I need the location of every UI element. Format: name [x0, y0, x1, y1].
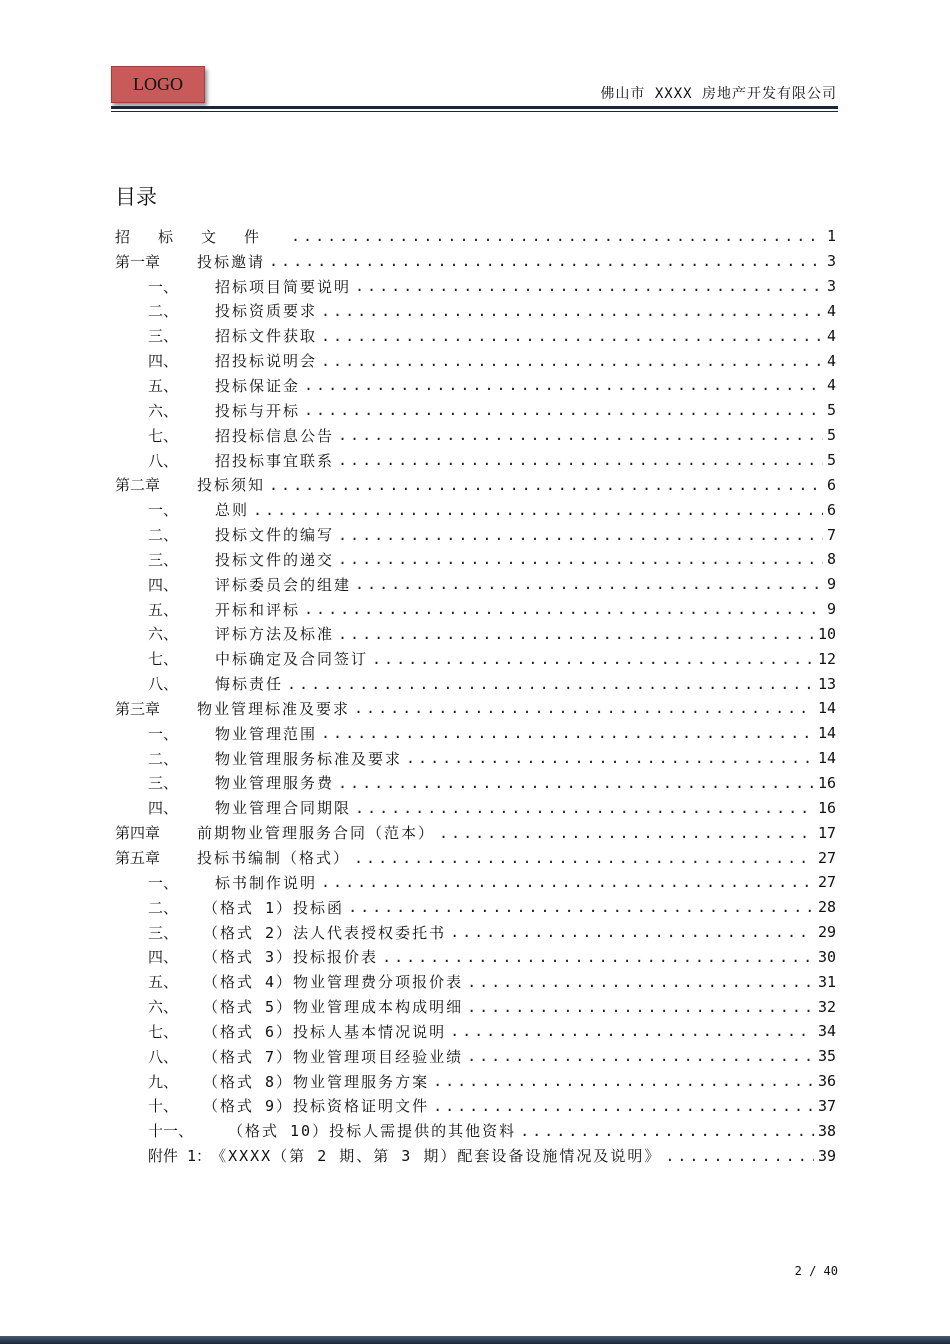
toc-entry-number: 六、 [148, 998, 179, 1017]
toc-entry-title: 招标项目简要说明 [215, 277, 352, 296]
logo: LOGO [111, 66, 205, 103]
toc-entry-title: （格式 7）物业管理项目经验业绩 [203, 1047, 464, 1066]
toc-entry-number: 四、 [148, 799, 179, 818]
toc-leader-dots [304, 401, 823, 419]
toc-entry-title: （格式 5）物业管理成本构成明细 [203, 998, 464, 1017]
toc-entry[interactable] [115, 224, 836, 249]
toc-entry[interactable] [115, 472, 836, 497]
toc-entry-page: 14 [817, 749, 836, 768]
toc-entry-page: 5 [826, 401, 836, 420]
toc-entry-page: 13 [817, 674, 836, 693]
toc-entry[interactable] [115, 448, 836, 473]
toc-entry[interactable] [115, 696, 836, 721]
toc-entry-page: 27 [817, 848, 836, 867]
toc-leader-dots [338, 550, 823, 568]
toc-entry[interactable] [115, 646, 836, 671]
toc-entry-number: 六、 [148, 401, 179, 420]
toc-entry[interactable] [115, 597, 836, 622]
toc-entry-number: 二、 [148, 898, 179, 917]
toc-entry-title: （格式 6）投标人基本情况说明 [203, 1022, 447, 1041]
toc-entry[interactable] [115, 622, 836, 647]
toc-entry-number: 六、 [148, 625, 179, 644]
toc-leader-dots [287, 675, 814, 693]
toc-entry-page: 10 [817, 624, 836, 643]
toc-leader-dots [450, 1022, 814, 1040]
toc-entry-number: 第五章 [115, 849, 161, 868]
toc-entry[interactable] [115, 1069, 836, 1094]
toc-entry-title: 前期物业管理服务合同（范本） [197, 824, 436, 843]
toc-entry-number: 三、 [148, 774, 179, 793]
toc-entry-number: 八、 [148, 675, 179, 694]
toc-entry-title: 投标保证金 [215, 376, 301, 395]
toc-entry[interactable] [115, 249, 836, 274]
toc-entry[interactable] [115, 746, 836, 771]
toc-entry-page: 7 [826, 525, 836, 544]
toc-entry-title: 评标委员会的组建 [215, 575, 352, 594]
toc-entry-number: 二、 [148, 526, 179, 545]
toc-leader-dots [520, 1122, 814, 1140]
toc-entry-page: 5 [826, 451, 836, 470]
toc-leader-dots [321, 724, 814, 742]
toc-leader-dots [304, 600, 823, 618]
toc-entry-number: 十一、 [148, 1122, 194, 1141]
toc-entry-number: 二、 [148, 749, 179, 768]
toc-entry-page: 8 [826, 550, 836, 569]
toc-leader-dots [355, 799, 814, 817]
toc-leader-dots [450, 923, 814, 941]
toc-entry-page: 9 [826, 575, 836, 594]
toc-entry-page: 36 [817, 1072, 836, 1091]
toc-leader-dots [382, 948, 814, 966]
toc-entry-title: 物业管理范围 [215, 724, 318, 743]
toc-entry-page: 38 [817, 1121, 836, 1140]
toc-leader-dots [253, 501, 823, 519]
toc-entry[interactable] [115, 920, 836, 945]
toc-entry-page: 4 [826, 326, 836, 345]
toc-entry-title: 招标文件获取 [215, 327, 318, 346]
toc-entry-page: 6 [826, 500, 836, 519]
toc-entry-number: 一、 [148, 501, 179, 520]
toc-entry-number: 七、 [148, 1022, 179, 1041]
toc-leader-dots [338, 526, 823, 544]
toc-entry-page: 27 [817, 873, 836, 892]
header-rule [111, 106, 838, 109]
toc-entry-number: 附件 1： [148, 1147, 212, 1166]
toc-entry[interactable] [115, 547, 836, 572]
toc-entry-title: 总则 [215, 501, 250, 520]
toc-entry-title: 中标确定及合同签订 [215, 650, 369, 669]
toc-entry-title: （格式 10）投标人需提供的其他资料 [228, 1122, 517, 1141]
table-of-contents [115, 224, 836, 1168]
toc-entry-number: 四、 [148, 575, 179, 594]
toc-entry-number: 一、 [148, 873, 179, 892]
toc-entry[interactable] [115, 994, 836, 1019]
toc-entry-number: 第一章 [115, 252, 161, 271]
toc-entry[interactable] [115, 820, 836, 845]
toc-entry[interactable] [115, 348, 836, 373]
toc-entry-title: 投标须知 [197, 476, 266, 495]
toc-entry[interactable] [115, 274, 836, 299]
toc-entry-title: 投标书编制（格式） [197, 849, 351, 868]
toc-entry-page: 14 [817, 724, 836, 743]
toc-entry-number: 五、 [148, 376, 179, 395]
toc-entry-title: 物业管理服务费 [215, 774, 335, 793]
toc-entry[interactable] [115, 870, 836, 895]
toc-leader-dots [321, 302, 823, 320]
toc-entry-number: 五、 [148, 973, 179, 992]
toc-entry[interactable] [115, 423, 836, 448]
toc-entry[interactable] [115, 398, 836, 423]
toc-leader-dots [467, 998, 814, 1016]
toc-entry-title: 投标文件的编写 [215, 526, 335, 545]
toc-entry[interactable] [115, 1118, 836, 1143]
toc-entry-title: 物业管理服务标准及要求 [215, 749, 403, 768]
toc-entry-page: 29 [817, 923, 836, 942]
toc-leader-dots [338, 774, 814, 792]
toc-title: 目录 [115, 185, 157, 209]
toc-entry-title: 招投标信息公告 [215, 426, 335, 445]
toc-entry-number: 三、 [148, 923, 179, 942]
toc-leader-dots [354, 849, 814, 867]
toc-leader-dots [433, 1072, 814, 1090]
toc-entry-number: 第四章 [115, 824, 161, 843]
toc-entry-number: 七、 [148, 426, 179, 445]
toc-leader-dots [269, 476, 823, 494]
toc-entry-title: （格式 3）投标报价表 [203, 948, 379, 967]
toc-entry-page: 4 [826, 301, 836, 320]
toc-entry-page: 30 [817, 947, 836, 966]
page-indicator: 2 / 40 [794, 1264, 838, 1278]
toc-entry-page: 5 [826, 426, 836, 445]
toc-entry-number: 第三章 [115, 699, 161, 718]
toc-leader-dots [467, 1047, 814, 1065]
toc-leader-dots [338, 625, 814, 643]
toc-entry-title: （格式 1）投标函 [203, 898, 345, 917]
toc-entry-number: 九、 [148, 1072, 179, 1091]
toc-entry-title: 标书制作说明 [215, 873, 318, 892]
toc-leader-dots [354, 699, 814, 717]
toc-leader-dots [467, 973, 814, 991]
toc-entry-title: 投标邀请 [197, 252, 266, 271]
toc-entry[interactable] [115, 671, 836, 696]
toc-entry-title: 物业管理标准及要求 [197, 699, 351, 718]
toc-leader-dots [269, 252, 823, 270]
company-name: 佛山市 XXXX 房地产开发有限公司 [600, 86, 837, 102]
toc-entry-page: 6 [826, 475, 836, 494]
toc-entry-number: 第二章 [115, 476, 161, 495]
toc-entry-page: 28 [817, 898, 836, 917]
toc-entry-number: 三、 [148, 327, 179, 346]
toc-leader-dots [433, 1097, 814, 1115]
toc-entry-page: 37 [817, 1096, 836, 1115]
toc-entry-page: 31 [817, 972, 836, 991]
toc-entry[interactable] [115, 1143, 836, 1168]
toc-entry-title: （格式 2）法人代表授权委托书 [203, 923, 447, 942]
toc-entry-title: 评标方法及标准 [215, 625, 335, 644]
toc-entry-number: 五、 [148, 600, 179, 619]
toc-entry-number: 一、 [148, 277, 179, 296]
toc-entry-title: 招投标说明会 [215, 352, 318, 371]
toc-entry-page: 17 [817, 823, 836, 842]
toc-entry[interactable] [115, 299, 836, 324]
toc-leader-dots [406, 749, 814, 767]
toc-entry-title: 招投标事宜联系 [215, 451, 335, 470]
toc-entry[interactable] [115, 895, 836, 920]
toc-entry-title: （格式 8）物业管理服务方案 [203, 1072, 430, 1091]
toc-entry-number: 四、 [148, 948, 179, 967]
toc-entry[interactable] [115, 1094, 836, 1119]
toc-entry-page: 34 [817, 1022, 836, 1041]
toc-entry-page: 16 [817, 773, 836, 792]
footer-rule [0, 1336, 950, 1344]
toc-entry[interactable] [115, 572, 836, 597]
toc-entry-number: 一、 [148, 724, 179, 743]
toc-entry[interactable] [115, 969, 836, 994]
toc-entry-page: 39 [817, 1146, 836, 1165]
toc-entry-number: 二、 [148, 302, 179, 321]
toc-entry-page: 3 [826, 252, 836, 271]
toc-entry-number: 十、 [148, 1097, 179, 1116]
toc-entry-page: 32 [817, 997, 836, 1016]
toc-leader-dots [321, 352, 823, 370]
toc-leader-dots [321, 327, 823, 345]
toc-entry[interactable] [115, 944, 836, 969]
toc-entry-number: 招标文件 [115, 227, 288, 246]
toc-entry-number: 四、 [148, 352, 179, 371]
toc-entry[interactable] [115, 845, 836, 870]
toc-entry-number: 七、 [148, 650, 179, 669]
toc-entry-title: 投标资质要求 [215, 302, 318, 321]
toc-entry-page: 4 [826, 351, 836, 370]
header-rule-thin [111, 111, 838, 112]
toc-leader-dots [439, 824, 814, 842]
toc-entry-title: 物业管理合同期限 [215, 799, 352, 818]
toc-entry-page: 4 [826, 376, 836, 395]
toc-entry-page: 35 [817, 1047, 836, 1066]
toc-entry-title: 开标和评标 [215, 600, 301, 619]
toc-entry-page: 3 [826, 277, 836, 296]
toc-leader-dots [321, 873, 814, 891]
toc-leader-dots [355, 575, 823, 593]
toc-entry-page: 16 [817, 798, 836, 817]
toc-entry[interactable] [115, 373, 836, 398]
toc-leader-dots [348, 898, 814, 916]
toc-entry[interactable] [115, 1044, 836, 1069]
toc-entry-number: 八、 [148, 451, 179, 470]
toc-leader-dots [291, 227, 823, 245]
toc-entry-title: 投标与开标 [215, 401, 301, 420]
toc-entry[interactable] [115, 1019, 836, 1044]
toc-leader-dots [355, 277, 823, 295]
toc-entry-number: 三、 [148, 550, 179, 569]
toc-leader-dots [338, 451, 823, 469]
toc-entry-title: 悔标责任 [215, 675, 284, 694]
toc-entry-page: 14 [817, 699, 836, 718]
toc-leader-dots [304, 376, 823, 394]
toc-entry-page: 12 [817, 649, 836, 668]
toc-entry-page: 1 [826, 227, 836, 246]
toc-entry-page: 9 [826, 600, 836, 619]
toc-entry[interactable] [115, 721, 836, 746]
toc-entry[interactable] [115, 522, 836, 547]
toc-entry-title: 《XXXX（第 2 期、第 3 期）配套设备设施情况及说明》 [211, 1147, 662, 1166]
toc-entry[interactable] [115, 795, 836, 820]
toc-leader-dots [372, 650, 814, 668]
toc-entry[interactable] [115, 497, 836, 522]
toc-leader-dots [338, 426, 823, 444]
toc-entry-number: 八、 [148, 1047, 179, 1066]
toc-leader-dots [665, 1147, 814, 1165]
toc-entry-title: （格式 9）投标资格证明文件 [203, 1097, 430, 1116]
toc-entry[interactable] [115, 771, 836, 796]
toc-entry[interactable] [115, 323, 836, 348]
toc-entry-title: （格式 4）物业管理费分项报价表 [203, 973, 464, 992]
toc-entry-title: 投标文件的递交 [215, 550, 335, 569]
